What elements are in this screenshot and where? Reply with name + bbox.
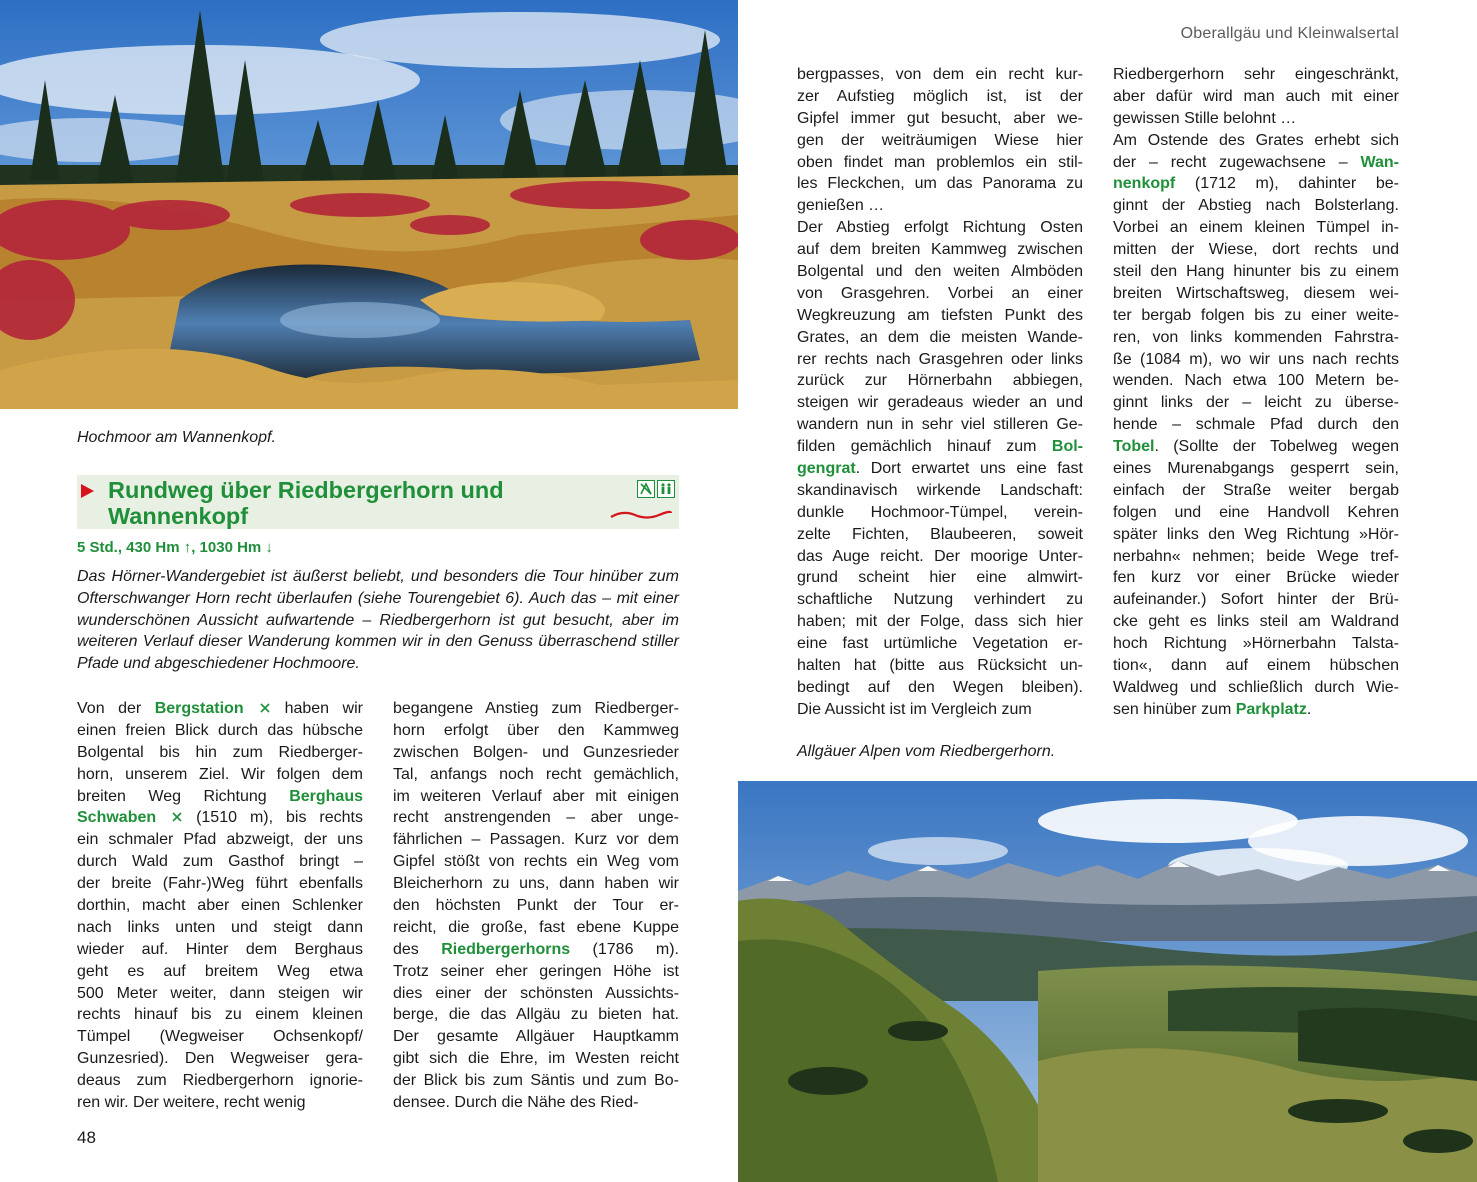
text-line: Tal, anfangs noch recht gemächlich,: [393, 765, 679, 783]
place-highlight: nenkopf: [1113, 175, 1176, 193]
text-line: fen kurz vor einer Brücke wieder: [1113, 569, 1399, 587]
place-highlight: Tobel: [1113, 438, 1155, 456]
text-line: geht es auf breitem Weg etwa: [77, 962, 363, 980]
text-line: wenden. Nach etwa 100 Metern be-: [1113, 372, 1399, 390]
text-line: 500 Meter weiter, dann steigen wir: [77, 984, 363, 1002]
tour-icons: [637, 480, 675, 498]
text-line: Gipfel immer gut besucht, aber we-: [797, 109, 1083, 127]
red-triangle-icon: [81, 484, 94, 498]
place-highlight: Wan-: [1360, 153, 1399, 171]
text-line: Vorbei an einem kleinen Tümpel in-: [1113, 219, 1399, 237]
text-line: dunkle Hochmoor-Tümpel, verein-: [797, 503, 1083, 521]
text-line: breiten Weg Richtung Berghaus: [77, 787, 363, 805]
text-line: ter bergab folgen bis zu einer weite-: [1113, 306, 1399, 324]
text-line: ren, von links kommenden Fahrstra-: [1113, 328, 1399, 346]
text-line: genießen …: [797, 197, 885, 215]
text-line: gibt sich die Ehre, im Westen reicht: [393, 1050, 679, 1068]
text-line: zer Aufstieg möglich ist, ist der: [797, 87, 1083, 105]
text-line: der breite (Fahr-)Weg führt ebenfalls: [77, 875, 363, 893]
text-line: von Grasgehren. Vorbei an einer: [797, 284, 1083, 302]
text-line: grund scheint hier eine almwirt-: [797, 569, 1083, 587]
text-line: dies einer der schönsten Aussichts-: [393, 984, 679, 1002]
text-line: auf dem breiten Kammweg zwischen: [797, 241, 1083, 259]
text-line: Tobel. (Sollte der Tobelweg wegen: [1113, 438, 1399, 456]
place-highlight: Schwaben: [77, 809, 157, 827]
text-line: bergpasses, von dem ein recht kur-: [797, 66, 1083, 83]
text-line: Der gesamte Allgäuer Hauptkamm: [393, 1028, 679, 1046]
text-line: gen der weiträumigen Wiese hier: [797, 131, 1083, 149]
text-line: filden gemächlich hinauf zum Bol-: [797, 438, 1083, 456]
text-line: fährlichen – Passagen. Kurz vor dem: [393, 831, 679, 849]
text-line: Riedbergerhorn sehr eingeschränkt,: [1113, 66, 1399, 83]
text-line: steigen wir geradeaus wieder an und: [797, 394, 1083, 412]
text-line: les Fleckchen, um das Panorama zu: [797, 175, 1083, 193]
text-line: gewissen Stille belohnt …: [1113, 109, 1297, 127]
tour-title-line2: Wannenkopf: [108, 503, 249, 529]
text-line: eines Murenabgangs gesperrt sein,: [1113, 460, 1399, 478]
text-line: rer rechts nach Grasgehren oder links: [797, 350, 1083, 368]
text-line: Die Aussicht ist im Vergleich zum: [797, 700, 1032, 718]
place-highlight: Berghaus: [289, 787, 363, 805]
text-line: einfach der Straße weiter bergab: [1113, 481, 1399, 499]
text-line: Trotz seiner eher geringen Höhe ist: [393, 962, 679, 980]
text-line: durch Wald zum Gasthof bringt –: [77, 853, 363, 871]
text-line: deaus zum Riedbergerhorn ignorie-: [77, 1072, 363, 1090]
hut-marker-icon: [259, 702, 271, 714]
text-line: gengrat. Dort erwartet uns eine fast: [797, 460, 1083, 478]
text-line: oben findet man problemlos ein stil-: [797, 153, 1083, 171]
text-line: ginnt der Abstieg nach Bolsterlang.: [1113, 197, 1399, 215]
place-highlight: Parkplatz: [1235, 700, 1307, 718]
text-line: ginnt links der – leicht zu überse-: [1113, 394, 1399, 412]
photo-caption-top: Hochmoor am Wannenkopf.: [77, 429, 276, 446]
text-line: des Riedbergerhorns (1786 m).: [393, 940, 679, 958]
text-line: wandern nun in sehr viel stilleren Ge-: [797, 416, 1083, 434]
text-line: Schwaben (1510 m), bis rechts: [77, 809, 363, 827]
text-line: ße (1084 m), wo wir uns nach rechts: [1113, 350, 1399, 368]
text-line: recht anstrengenden – aber unge-: [393, 809, 679, 827]
text-column-2: [393, 698, 679, 1114]
text-column-4: [1113, 64, 1399, 721]
difficulty-wave-icon: [609, 508, 673, 522]
text-line: den höchsten Punkt der Tour er-: [393, 897, 679, 915]
photo-allgaeuer-alpen: [738, 781, 1477, 1182]
text-line: zurück zur Hörnerbahn abbiegen,: [797, 372, 1083, 390]
text-line: nenkopf (1712 m), dahinter be-: [1113, 175, 1399, 193]
page-number: 48: [77, 1128, 96, 1147]
text-column-1: [77, 698, 363, 1114]
text-line: mitten der Wiese, dort rechts und: [1113, 241, 1399, 259]
text-line: tion«, dann auf einem hübschen: [1113, 657, 1399, 675]
text-line: nerbahn« nehmen; beide Wege tref-: [1113, 547, 1399, 565]
text-column-3: [797, 64, 1083, 721]
text-line: rechts hinauf bis zu einem kleinen: [77, 1006, 363, 1024]
tour-title: [108, 477, 628, 529]
text-line: hoch Richtung »Hörnerbahn Talsta-: [1113, 635, 1399, 653]
text-line: einen freien Blick durch das hübsche: [77, 721, 363, 739]
text-line: densee. Durch die Nähe des Ried-: [393, 1094, 639, 1112]
text-line: zelte Fichten, Blaubeeren, soweit: [797, 525, 1083, 543]
text-line: hende – schmale Pfad durch den: [1113, 416, 1399, 434]
text-line: Wegkreuzung am tiefsten Punkt des: [797, 306, 1083, 324]
text-line: sen hinüber zum Parkplatz.: [1113, 700, 1312, 718]
text-line: reicht, die große, fast ebene Kuppe: [393, 918, 679, 936]
text-line: breiten Wirtschaftsweg, diesem wei-: [1113, 284, 1399, 302]
text-line: halten hat (bitte aus Rücksicht un-: [797, 657, 1083, 675]
text-line: ein schmaler Pfad abzweigt, der uns: [77, 831, 363, 849]
text-line: ren wir. Der weitere, recht wenig: [77, 1094, 306, 1112]
text-line: Am Ostende des Grates erhebt sich: [1113, 131, 1399, 149]
text-line: eine fast urtümliche Vegetation er-: [797, 635, 1083, 653]
photo-caption-bottom: Allgäuer Alpen vom Riedbergerhorn.: [797, 743, 1056, 760]
text-line: folgen und eine Handvoll Kehren: [1113, 503, 1399, 521]
text-line: Gipfel stößt von rechts ein Weg vom: [393, 853, 679, 871]
text-line: horn, unserem Ziel. Wir folgen dem: [77, 765, 363, 783]
text-line: cke geht es links steil am Waldrand: [1113, 613, 1399, 631]
text-line: schaftliche Nutzung verhindert zu: [797, 591, 1083, 609]
text-line: horn erfolgt über den Kammweg: [393, 721, 679, 739]
text-line: das Auge reicht. Der moorige Unter-: [797, 547, 1083, 565]
text-line: Der Abstieg erfolgt Richtung Osten: [797, 219, 1083, 237]
hut-marker-icon: [171, 811, 183, 823]
text-line: skandinavisch wirkende Landschaft:: [797, 481, 1083, 499]
text-line: später links den Weg Richtung »Hör-: [1113, 525, 1399, 543]
text-line: dorthin, macht aber einen Schlenker: [77, 897, 363, 915]
tour-title-line1: Rundweg über Riedbergerhorn und: [108, 477, 504, 503]
running-head: Oberallgäu und Kleinwalsertal: [1180, 25, 1399, 42]
text-line: berge, die das Allgäu zu bieten hat.: [393, 1006, 679, 1024]
tour-stats: 5 Std., 430 Hm ↑, 1030 Hm ↓: [77, 539, 273, 556]
place-highlight: Riedbergerhorns: [441, 940, 571, 958]
place-highlight: Bergstation: [154, 700, 244, 717]
tour-intro: Das Hörner-Wandergebiet ist äußerst beliebt, und besonders die Tour hinüber zum Ofterschwanger Horn recht überlaufen (siehe Tourengebiet 6). Auch das – mit einer wunderschönen Aussicht aufwartende – Riedbergerhorn ist gut besucht, aber im weiteren Verlauf dieser Wanderung kommen wir in den Genuss überraschend stiller Pfade und abgeschiedener Hochmoore.: [77, 568, 679, 673]
family-icon: [657, 480, 675, 498]
text-line: Bleicherhorn zu uns, dann haben wir: [393, 875, 679, 893]
text-line: der Blick bis zum Säntis und zum Bo-: [393, 1072, 679, 1090]
text-line: im weiteren Verlauf aber mit einigen: [393, 787, 679, 805]
text-line: Grates, an dem die meisten Wande-: [797, 328, 1083, 346]
text-line: Bolgental und den weiten Almböden: [797, 263, 1083, 281]
text-line: zwischen Bolgen- und Gunzesrieder: [393, 743, 679, 761]
tour-header: [77, 475, 679, 529]
text-line: begangene Anstieg zum Riedberger-: [393, 700, 679, 717]
text-line: aber dafür wird man auch mit einer: [1113, 87, 1399, 105]
text-line: Bolgental bis hin zum Riedberger-: [77, 743, 363, 761]
text-line: haben; mit der Folge, dass sich hier: [797, 613, 1083, 631]
place-highlight: gengrat: [797, 460, 856, 478]
text-line: Von der Bergstation haben wir: [77, 700, 363, 717]
text-line: Waldweg und schließlich durch Wie-: [1113, 678, 1399, 696]
text-line: Gunzesried). Den Wegweiser gera-: [77, 1050, 363, 1068]
hut-hiker-icon: [637, 480, 655, 498]
text-line: aufeinander.) Sofort hinter der Brü-: [1113, 591, 1399, 609]
text-line: Tümpel (Wegweiser Ochsenkopf/: [77, 1028, 363, 1046]
text-line: wieder auf. Hinter dem Berghaus: [77, 940, 363, 958]
text-line: steil den Hang hinunter bis zu einem: [1113, 263, 1399, 281]
place-highlight: Bol-: [1051, 438, 1083, 456]
photo-hochmoor: [0, 0, 738, 409]
text-line: nach links unten und steigt dann: [77, 918, 363, 936]
text-line: der – recht zugewachsene – Wan-: [1113, 153, 1399, 171]
text-line: bedingt auf den Wegen bleiben).: [797, 678, 1083, 696]
